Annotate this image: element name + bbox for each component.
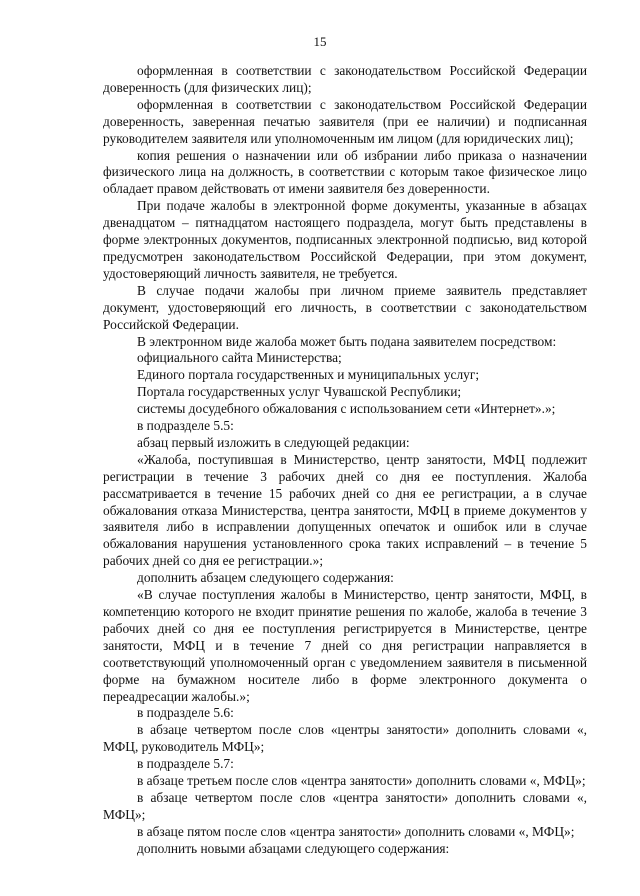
paragraph: «Жалоба, поступившая в Министерство, центр занятости, МФЦ подлежит регистрации в течение 3 рабочих дней со дня ее поступления. Жалоба рассматривается в течение 15 рабочих дней со дня ее регистрации, а в случае обжалования отказа Министерства, центра занятости, МФЦ в приеме документов у заявителя либо в исправлении допущенных опечаток и ошибок или в случае обжалования нарушения установленного срока таких исправлений – в течение 5 рабочих дней со дня ее регистрации.»; <box>103 451 587 569</box>
paragraph: в подразделе 5.6: <box>137 705 234 721</box>
paragraph: в абзаце третьем после слов «центра занятости» дополнить словами «, МФЦ»; <box>137 773 586 789</box>
paragraph: в абзаце четвертом после слов «центра занятости» дополнить словами «, МФЦ»; <box>103 789 587 822</box>
paragraph: официального сайта Министерства; <box>137 350 342 366</box>
paragraph: оформленная в соответствии с законодательством Российской Федерации доверенность (для физических лиц); <box>103 63 587 95</box>
paragraph: в подразделе 5.7: <box>137 756 234 772</box>
paragraph: дополнить абзацем следующего содержания: <box>137 570 394 586</box>
paragraph: абзац первый изложить в следующей редакции: <box>137 434 410 450</box>
paragraph: Единого портала государственных и муниципальных услуг; <box>137 367 480 383</box>
paragraph: в абзаце пятом после слов «центра занятости» дополнить словами «, МФЦ»; <box>137 823 575 839</box>
paragraph: «В случае поступления жалобы в Министерство, центр занятости, МФЦ, в компетенцию которого не входит принятие решения по жалобе, жалоба в течение 3 рабочих дней со дня ее поступления регистрируется в Министерстве, центре занятости, МФЦ и в течение 7 дней со дня регистрации направляется в соответствующий уполномоченный орган с уведомлением заявителя в письменной форме на бумажном носителе либо в форме электронного документа о переадресации жалобы.»; <box>103 587 587 704</box>
paragraph: копия решения о назначении или об избрании либо приказа о назначении физического лица на должность, в соответствии с которым такое физическое лицо обладает правом действовать от имени заявителя без доверенности. <box>103 147 587 197</box>
paragraph: системы досудебного обжалования с использованием сети «Интернет».»; <box>137 401 556 417</box>
document-body <box>103 63 587 858</box>
paragraph: В случае подачи жалобы при личном приеме заявитель представляет документ, удостоверяющий его личность, в соответствии с законодательством Российской Федерации. <box>103 282 587 332</box>
page-number: 15 <box>313 34 327 49</box>
paragraph: в абзаце четвертом после слов «центры занятости» дополнить словами «, МФЦ, руководитель МФЦ»; <box>103 722 587 755</box>
paragraph: В электронном виде жалоба может быть подана заявителем посредством: <box>137 333 557 349</box>
paragraph: в подразделе 5.5: <box>137 418 234 434</box>
paragraph: Портала государственных услуг Чувашской Республики; <box>137 384 462 400</box>
paragraph: При подаче жалобы в электронной форме документы, указанные в абзацах двенадцатом – пятнадцатом настоящего подраздела, могут быть представлены в форме электронных документов, подписанных электронной подписью, вид которой предусмотрен законодательством Российской Федерации, при этом документ, удостоверяющий личность заявителя, не требуется. <box>103 198 587 281</box>
paragraph: дополнить новыми абзацами следующего содержания: <box>137 840 450 856</box>
paragraph: оформленная в соответствии с законодательством Российской Федерации доверенность, заверенная печатью заявителя (при ее наличии) и подписанная руководителем заявителя или уполномоченным им лицом (для юридических лиц); <box>103 96 587 146</box>
